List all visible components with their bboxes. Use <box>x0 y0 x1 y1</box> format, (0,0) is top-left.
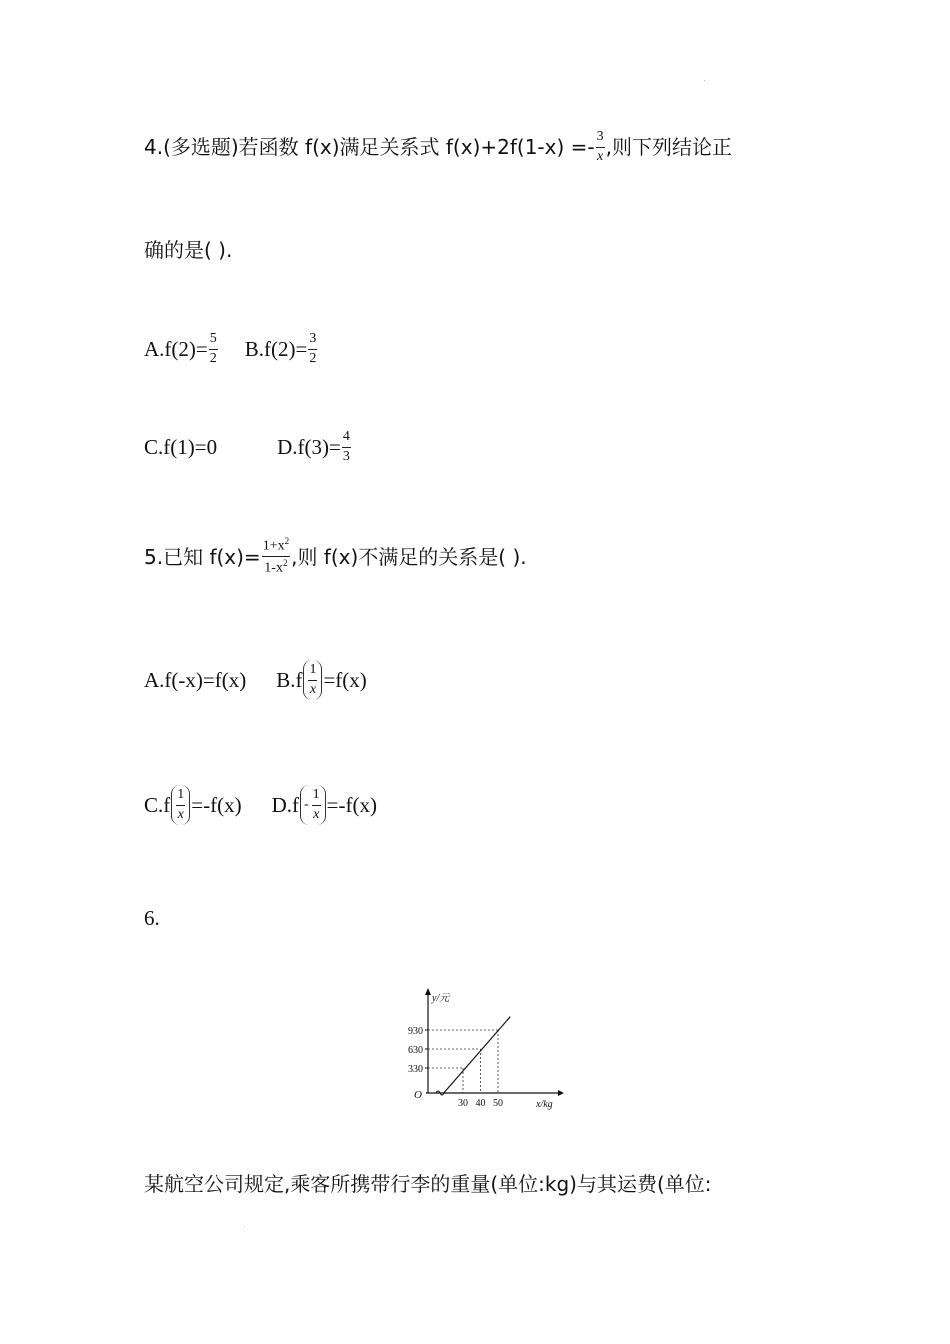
frac-den: x <box>177 806 184 822</box>
frac-num: 5 <box>209 332 218 350</box>
q4-option-d-label: D.f(3)= <box>277 434 341 459</box>
q4-option-c: C.f(1)=0 <box>144 434 218 459</box>
q5-option-d-label: D.f <box>271 792 299 817</box>
frac-den: x <box>309 681 317 697</box>
frac-den: 3 <box>342 448 350 464</box>
q4-option-a-frac <box>209 332 218 366</box>
q5-option-d-sign: - <box>304 797 309 812</box>
frac-den: 2 <box>309 350 317 366</box>
q4-options-cd <box>144 430 352 464</box>
q5-num-exp: 2 <box>284 536 290 546</box>
q5-option-b-paren <box>303 660 322 700</box>
q5-text-pre: 5.已知 f(x)= <box>144 544 261 569</box>
y-tick-label: 930 <box>408 1026 423 1037</box>
y-axis-arrow <box>425 988 431 995</box>
q5-stem <box>144 537 527 577</box>
y-tick-label: 330 <box>408 1064 423 1075</box>
q4-line1 <box>144 130 732 164</box>
q4-line2: 确的是( ). <box>144 238 233 262</box>
fee-line <box>444 1017 511 1093</box>
q5-num: 1+x <box>262 538 285 554</box>
q5-option-b-label: B.f <box>276 667 303 692</box>
q5-option-b-post: =f(x) <box>323 667 367 692</box>
x-axis-label: x/kg <box>536 1099 553 1110</box>
q5-fraction <box>262 537 290 577</box>
frac-den: 2 <box>209 350 217 366</box>
q5-den: 1-x <box>264 561 283 576</box>
q5-options-ab <box>144 660 367 700</box>
origin-label: O <box>414 1089 422 1101</box>
scan-dot <box>244 1226 245 1227</box>
q4-option-a-label: A.f(2)= <box>144 336 208 361</box>
x-tick-label: 40 <box>475 1098 486 1109</box>
y-axis-label: y/元 <box>432 993 450 1004</box>
q5-den-exp: 2 <box>282 558 288 569</box>
q5-option-d-post: =-f(x) <box>326 792 377 817</box>
q5-option-a: A.f(-x)=f(x) <box>144 667 247 692</box>
q4-options-ab <box>144 332 318 366</box>
q5-option-c-post: =-f(x) <box>191 792 242 817</box>
q4-option-d-frac <box>342 430 351 464</box>
frac-num: 1 <box>312 788 321 806</box>
frac-num: 3 <box>308 332 317 350</box>
frac-num: 4 <box>342 430 351 448</box>
frac-num: 1 <box>176 788 185 806</box>
q6-number: 6. <box>144 906 160 930</box>
q6-text: 某航空公司规定,乘客所携带行李的重量(单位:kg)与其运费(单位: <box>144 1172 712 1196</box>
q5-text-post: ,则 f(x)不满足的关系是( ). <box>291 544 527 569</box>
q4-fraction <box>596 130 605 164</box>
q6-chart <box>386 985 566 1115</box>
q4-text-pre: 4.(多选题)若函数 f(x)满足关系式 f(x)+2f(1-x) =- <box>144 135 595 160</box>
q4-frac-num: 3 <box>596 130 605 148</box>
q5-option-c-paren <box>171 785 190 825</box>
q4-frac-den: x <box>597 148 604 164</box>
q5-option-d-paren <box>300 785 326 825</box>
x-axis-arrow <box>558 1090 564 1096</box>
q4-text-post: ,则下列结论正 <box>605 135 732 160</box>
scan-dot <box>704 80 705 81</box>
q5-option-c-label: C.f <box>144 792 171 817</box>
y-tick-label: 630 <box>408 1045 423 1056</box>
frac-num: 1 <box>308 663 317 681</box>
q5-options-cd <box>144 785 377 825</box>
x-tick-label: 30 <box>458 1098 468 1109</box>
q4-option-b-frac <box>308 332 317 366</box>
q4-option-b-label: B.f(2)= <box>244 336 308 361</box>
frac-den: x <box>313 806 320 822</box>
x-tick-label: 50 <box>493 1098 503 1109</box>
